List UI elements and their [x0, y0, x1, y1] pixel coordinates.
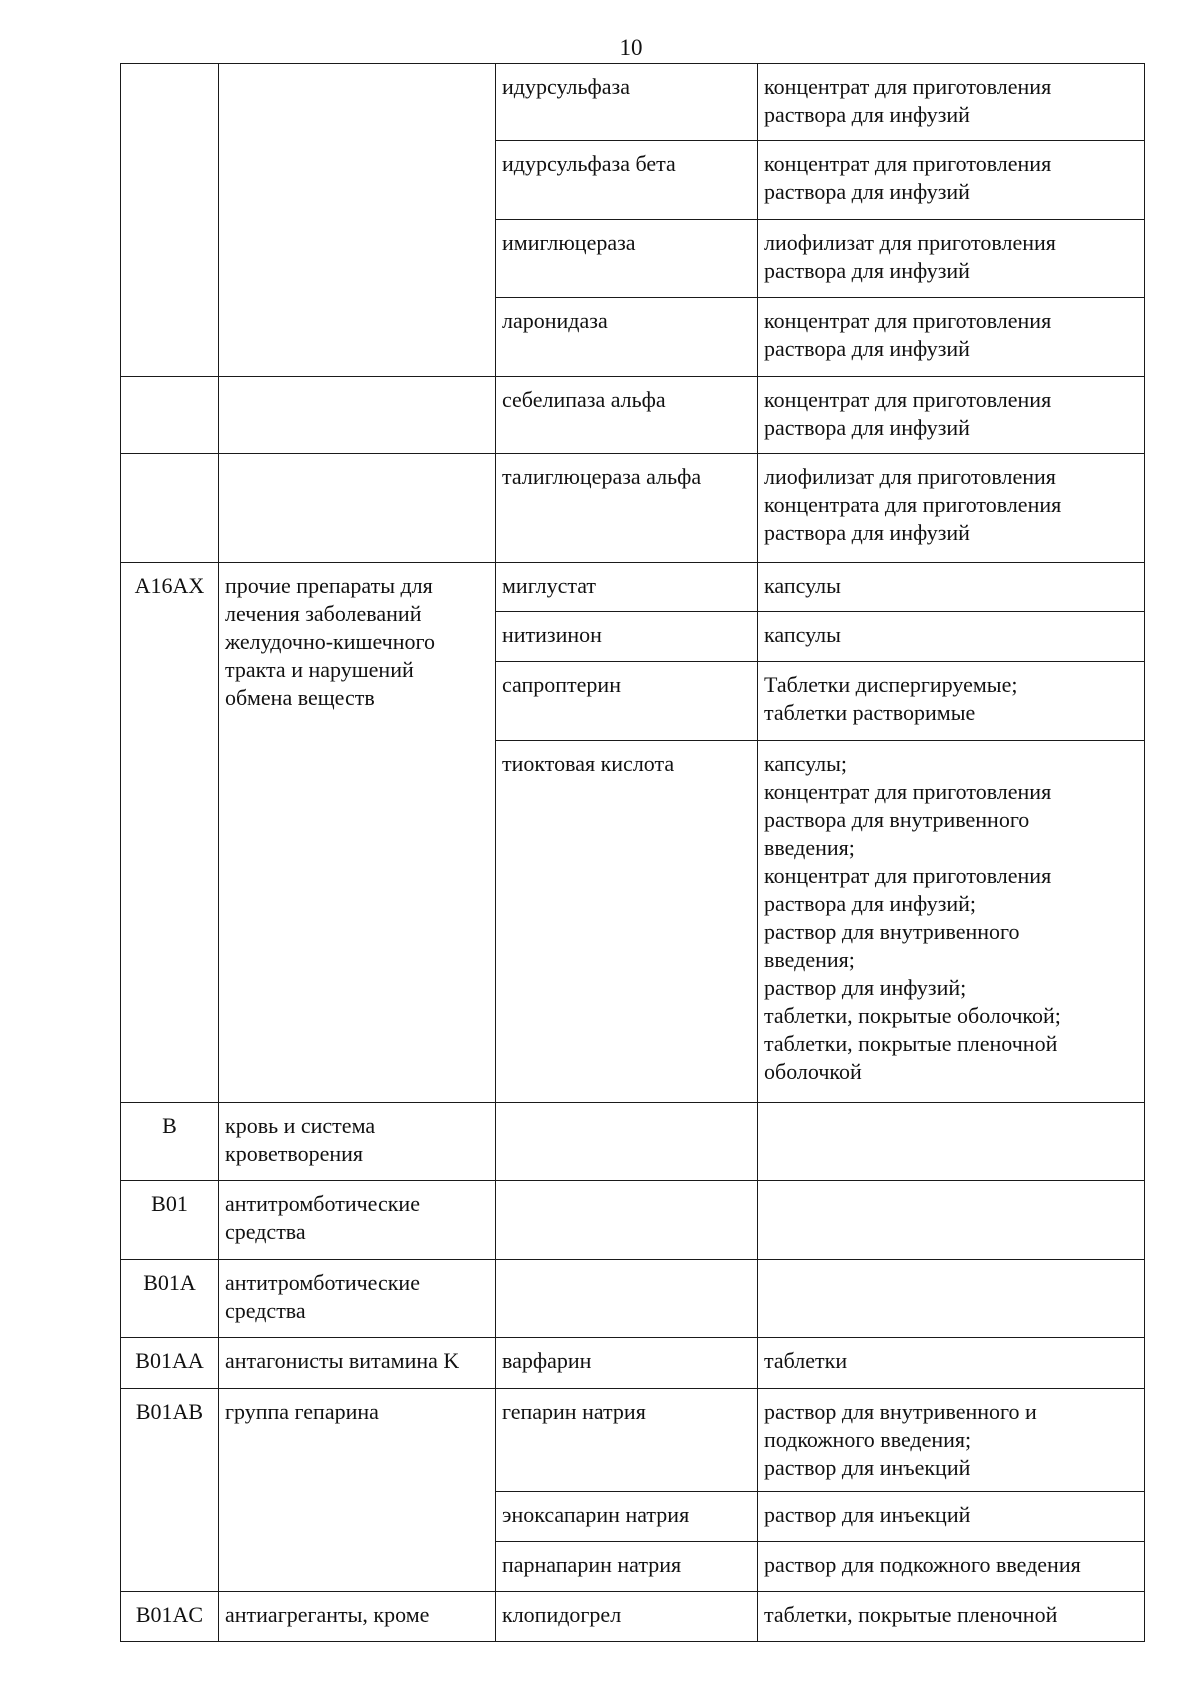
drug-list-table — [120, 63, 1145, 1642]
group-name-cell: антагонисты витамина K — [219, 1338, 496, 1389]
table-body — [121, 64, 1145, 1642]
dosage-form-cell: концентрат для приготовления раствора для инфузий — [758, 141, 1145, 220]
dosage-form-cell: таблетки — [758, 1338, 1145, 1389]
table-row — [121, 1181, 1145, 1260]
drug-name-cell — [496, 1260, 758, 1338]
drug-name-cell: себелипаза альфа — [496, 377, 758, 454]
atc-code-cell — [121, 377, 219, 454]
dosage-form-cell: раствор для внутривенного и подкожного введения; раствор для инъекций — [758, 1389, 1145, 1492]
dosage-form-cell: таблетки, покрытые пленочной — [758, 1592, 1145, 1642]
drug-name-cell: имиглюцераза — [496, 220, 758, 298]
drug-name-cell: парнапарин натрия — [496, 1542, 758, 1592]
atc-code-cell: B01AA — [121, 1338, 219, 1389]
group-name-cell: прочие препараты для лечения заболеваний желудочно-кишечного тракта и нарушений обмена веществ — [219, 563, 496, 1103]
group-name-cell: антитромботические средства — [219, 1181, 496, 1260]
atc-code-cell — [121, 64, 219, 377]
dosage-form-cell: лиофилизат для приготовления концентрата для приготовления раствора для инфузий — [758, 454, 1145, 563]
dosage-form-cell: капсулы — [758, 612, 1145, 662]
table-row — [121, 64, 1145, 141]
drug-name-cell: миглустат — [496, 563, 758, 612]
drug-name-cell: тиоктовая кислота — [496, 741, 758, 1103]
table-row — [121, 1338, 1145, 1389]
dosage-form-cell: раствор для инъекций — [758, 1492, 1145, 1542]
dosage-form-cell — [758, 1260, 1145, 1338]
table-row — [121, 454, 1145, 563]
drug-name-cell — [496, 1103, 758, 1181]
table-row — [121, 1389, 1145, 1492]
group-name-cell: антиагреганты, кроме — [219, 1592, 496, 1642]
atc-code-cell — [121, 454, 219, 563]
table-row — [121, 1260, 1145, 1338]
drug-name-cell: варфарин — [496, 1338, 758, 1389]
table-row — [121, 1592, 1145, 1642]
atc-code-cell: B01AC — [121, 1592, 219, 1642]
dosage-form-cell: Таблетки диспергируемые; таблетки растворимые — [758, 662, 1145, 741]
dosage-form-cell: концентрат для приготовления раствора для инфузий — [758, 64, 1145, 141]
atc-code-cell: B01AB — [121, 1389, 219, 1592]
dosage-form-cell: раствор для подкожного введения — [758, 1542, 1145, 1592]
page-number: 10 — [619, 35, 643, 60]
group-name-cell — [219, 64, 496, 377]
drug-name-cell — [496, 1181, 758, 1260]
drug-name-cell: идурсульфаза бета — [496, 141, 758, 220]
drug-name-cell: идурсульфаза — [496, 64, 758, 141]
dosage-form-cell: концентрат для приготовления раствора для инфузий — [758, 298, 1145, 377]
drug-name-cell: эноксапарин натрия — [496, 1492, 758, 1542]
drug-name-cell: нитизинон — [496, 612, 758, 662]
dosage-form-cell — [758, 1181, 1145, 1260]
dosage-form-cell: лиофилизат для приготовления раствора для инфузий — [758, 220, 1145, 298]
group-name-cell: антитромботические средства — [219, 1260, 496, 1338]
atc-code-cell: B — [121, 1103, 219, 1181]
table-row — [121, 1103, 1145, 1181]
drug-name-cell: клопидогрел — [496, 1592, 758, 1642]
table-row — [121, 377, 1145, 454]
group-name-cell — [219, 377, 496, 454]
table-row — [121, 563, 1145, 612]
drug-name-cell: ларонидаза — [496, 298, 758, 377]
atc-code-cell: B01A — [121, 1260, 219, 1338]
dosage-form-cell: концентрат для приготовления раствора для инфузий — [758, 377, 1145, 454]
group-name-cell — [219, 454, 496, 563]
drug-name-cell: сапроптерин — [496, 662, 758, 741]
drug-name-cell: гепарин натрия — [496, 1389, 758, 1492]
drug-name-cell: талиглюцераза альфа — [496, 454, 758, 563]
dosage-form-cell — [758, 1103, 1145, 1181]
group-name-cell: группа гепарина — [219, 1389, 496, 1592]
atc-code-cell: B01 — [121, 1181, 219, 1260]
dosage-form-cell: капсулы — [758, 563, 1145, 612]
dosage-form-cell: капсулы; концентрат для приготовления раствора для внутривенного введения; концентрат для приготовления раствора для инфузий; раствор для внутривенного введения; раствор для инфузий; таблетки, покрытые оболочкой; таблетки, покрытые пленочной оболочкой — [758, 741, 1145, 1103]
group-name-cell: кровь и система кроветворения — [219, 1103, 496, 1181]
atc-code-cell: A16AX — [121, 563, 219, 1103]
